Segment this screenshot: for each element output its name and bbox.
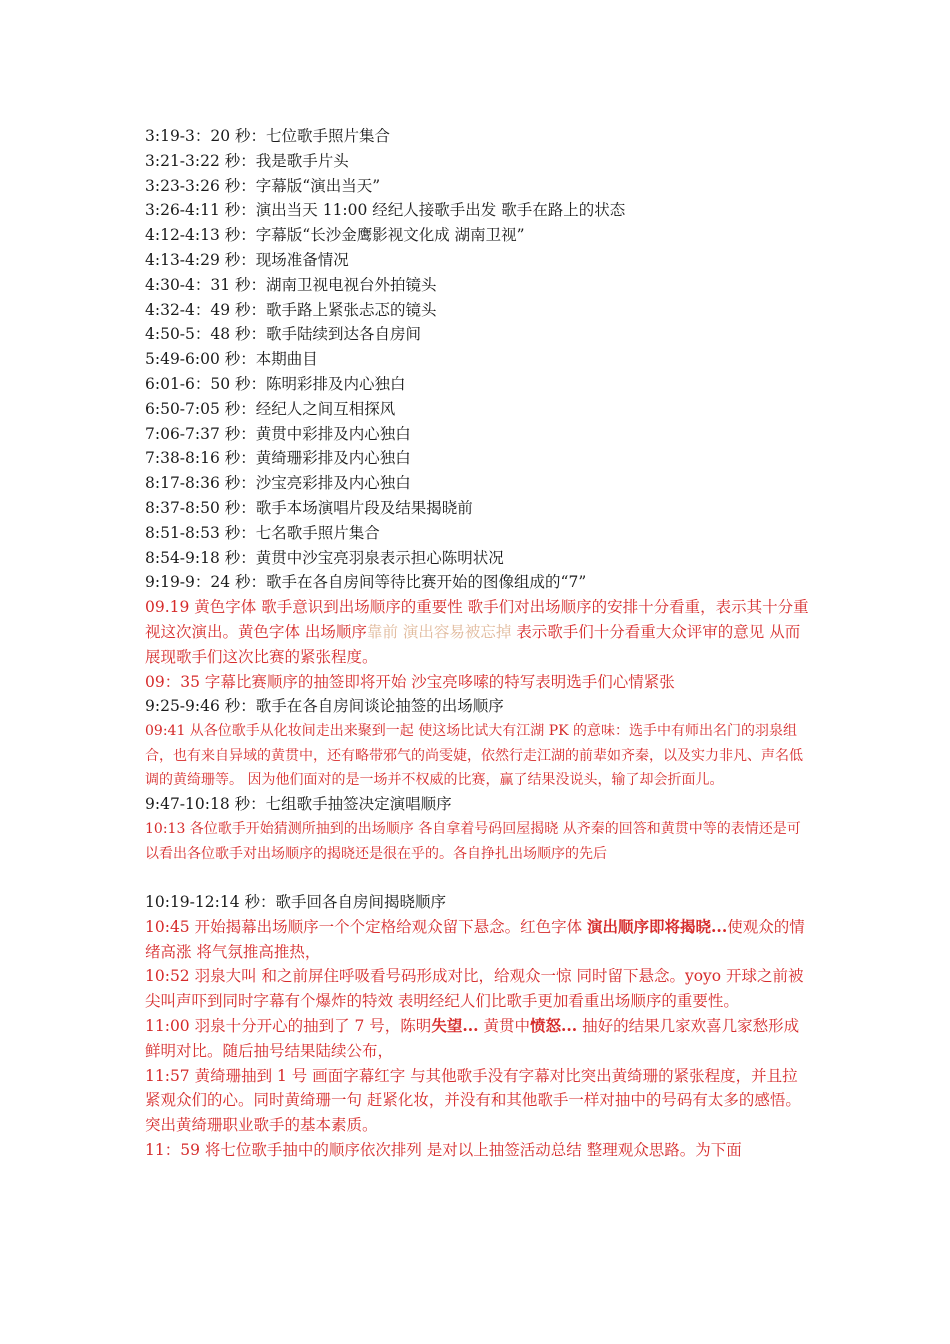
timeline-entry: 4:50-5：48 秒：歌手陆续到达各自房间 [145,325,422,344]
note-text: 10:45 开始揭幕出场顺序一个个定格给观众留下悬念。红色字体 [145,917,588,936]
timeline-entry: 3:19-3：20 秒：七位歌手照片集合 [145,127,391,145]
timeline-entry: 3:23-3:26 秒：字幕版“演出当天” [145,176,381,195]
blank-line [145,866,813,890]
timeline-entry: 9:19-9：24 秒：歌手在各自房间等待比赛开始的图像组成的“7” [145,573,587,592]
analysis-note-1100 [145,1014,813,1064]
note-bold-text: 失望... [431,1015,479,1035]
analysis-note-1157: 11:57 黄绮珊抽到 1 号 画面字幕红字 与其他歌手没有字幕对比突出黄绮珊的紧张程度，并且拉紧观众们的心。同时黄绮珊一句 赶紧化妆，并没有和其他歌手一样对抽中的号码有太多的感悟。突出黄绮珊职业歌手的基本素质。 [145,1066,801,1135]
timeline-entry: 7:38-8:16 秒：黄绮珊彩排及内心独白 [145,449,411,468]
timeline-entry: 8:51-8:53 秒：七名歌手照片集合 [145,523,380,542]
timeline-entry: 4:32-4：49 秒：歌手路上紧张忐忑的镜头 [145,300,437,319]
analysis-note-1045 [145,915,813,965]
note-text: 11:00 羽泉十分开心的抽到了 7 号，陈明 [145,1016,432,1035]
timeline-entry: 9:47-10:18 秒：七组歌手抽签决定演唱顺序 [145,795,452,814]
note-highlight-text: 靠前 演出容易被忘掉 [366,622,512,641]
timeline-entry: 6:01-6：50 秒：陈明彩排及内心独白 [145,374,406,393]
analysis-note-1159: 11：59 将七位歌手抽中的顺序依次排列 是对以上抽签活动总结 整理观众思路。为下面 [145,1140,742,1159]
timeline-entry: 4:12-4:13 秒：字幕版“长沙金鹰影视文化成 湖南卫视” [145,226,525,245]
analysis-note-0935: 09：35 字幕比赛顺序的抽签即将开始 沙宝亮哆嗦的特写表明选手们心情紧张 [145,672,675,691]
timeline-entry: 8:54-9:18 秒：黄贯中沙宝亮羽泉表示担心陈明状况 [145,548,504,567]
timeline-entry: 7:06-7:37 秒：黄贯中彩排及内心独白 [145,424,411,443]
timeline-entry: 5:49-6:00 秒：本期曲目 [145,350,318,369]
timeline-entry: 10:19-12:14 秒：歌手回各自房间揭晓顺序 [145,892,447,911]
timeline-entry: 3:21-3:22 秒：我是歌手片头 [145,151,349,170]
timeline-entry: 6:50-7:05 秒：经纪人之间互相探风 [145,399,396,418]
note-text: 黄贯中 [478,1016,530,1035]
timeline-entry: 8:37-8:50 秒：歌手本场演唱片段及结果揭晓前 [145,498,473,517]
timeline-entry: 8:17-8:36 秒：沙宝亮彩排及内心独白 [145,474,411,493]
analysis-note-1052: 10:52 羽泉大叫 和之前屏住呼吸看号码形成对比，给观众一惊 同时留下悬念。yoyo 开球之前被尖叫声吓到同时字幕有个爆炸的特效 表明经纪人们比歌手更加看重出场顺序的重要性。 [145,967,804,1011]
analysis-note-0941: 09:41 从各位歌手从化妆间走出来聚到一起 使这场比试大有江湖 PK 的意味：选手中有师出名门的羽泉组合，也有来自异域的黄贯中，还有略带邪气的尚雯婕，依然行走江湖的前辈如齐秦，以及实力非凡、声名低调的黄绮珊等。 因为他们面对的是一场并不权威的比赛，赢了结果没说头，输了却会折面儿。 [145,723,803,788]
timeline-entry: 4:13-4:29 秒：现场准备情况 [145,250,349,269]
analysis-note-0919 [145,595,813,669]
timeline-entry: 3:26-4:11 秒：演出当天 11:00 经纪人接歌手出发 歌手在路上的状态 [145,201,626,220]
note-text: 使观众的情绪高涨 将气氛推高推热， [145,917,805,961]
note-text: 09.19 黄色字体 歌手意识到出场顺序的重要性 歌手们对出场顺序的安排十分看重，表示其十分重视这次演出。黄色字体 出场顺序 [145,598,809,641]
document-body [145,124,813,1163]
note-bold-text: 愤怒... [529,1015,578,1035]
note-bold-text: 演出顺序即将揭晓... [587,916,728,936]
analysis-note-1013: 10:13 各位歌手开始猜测所抽到的出场顺序 各自拿着号码回屋揭晓 从齐秦的回答和黄贯中等的表情还是可以看出各位歌手对出场顺序的揭晓还是很在乎的。各自挣扎出场顺序的先后 [145,821,801,862]
timeline-entry: 9:25-9:46 秒：歌手在各自房间谈论抽签的出场顺序 [145,697,504,716]
timeline-entry: 4:30-4：31 秒：湖南卫视电视台外拍镜头 [145,275,437,294]
note-text: 表示歌手们十分看重大众评审的意见 从而展现歌手们这次比赛的紧张程度。 [145,622,801,666]
note-text: 抽好的结果几家欢喜几家愁形成鲜明对比。随后抽号结果陆续公布， [145,1016,800,1060]
